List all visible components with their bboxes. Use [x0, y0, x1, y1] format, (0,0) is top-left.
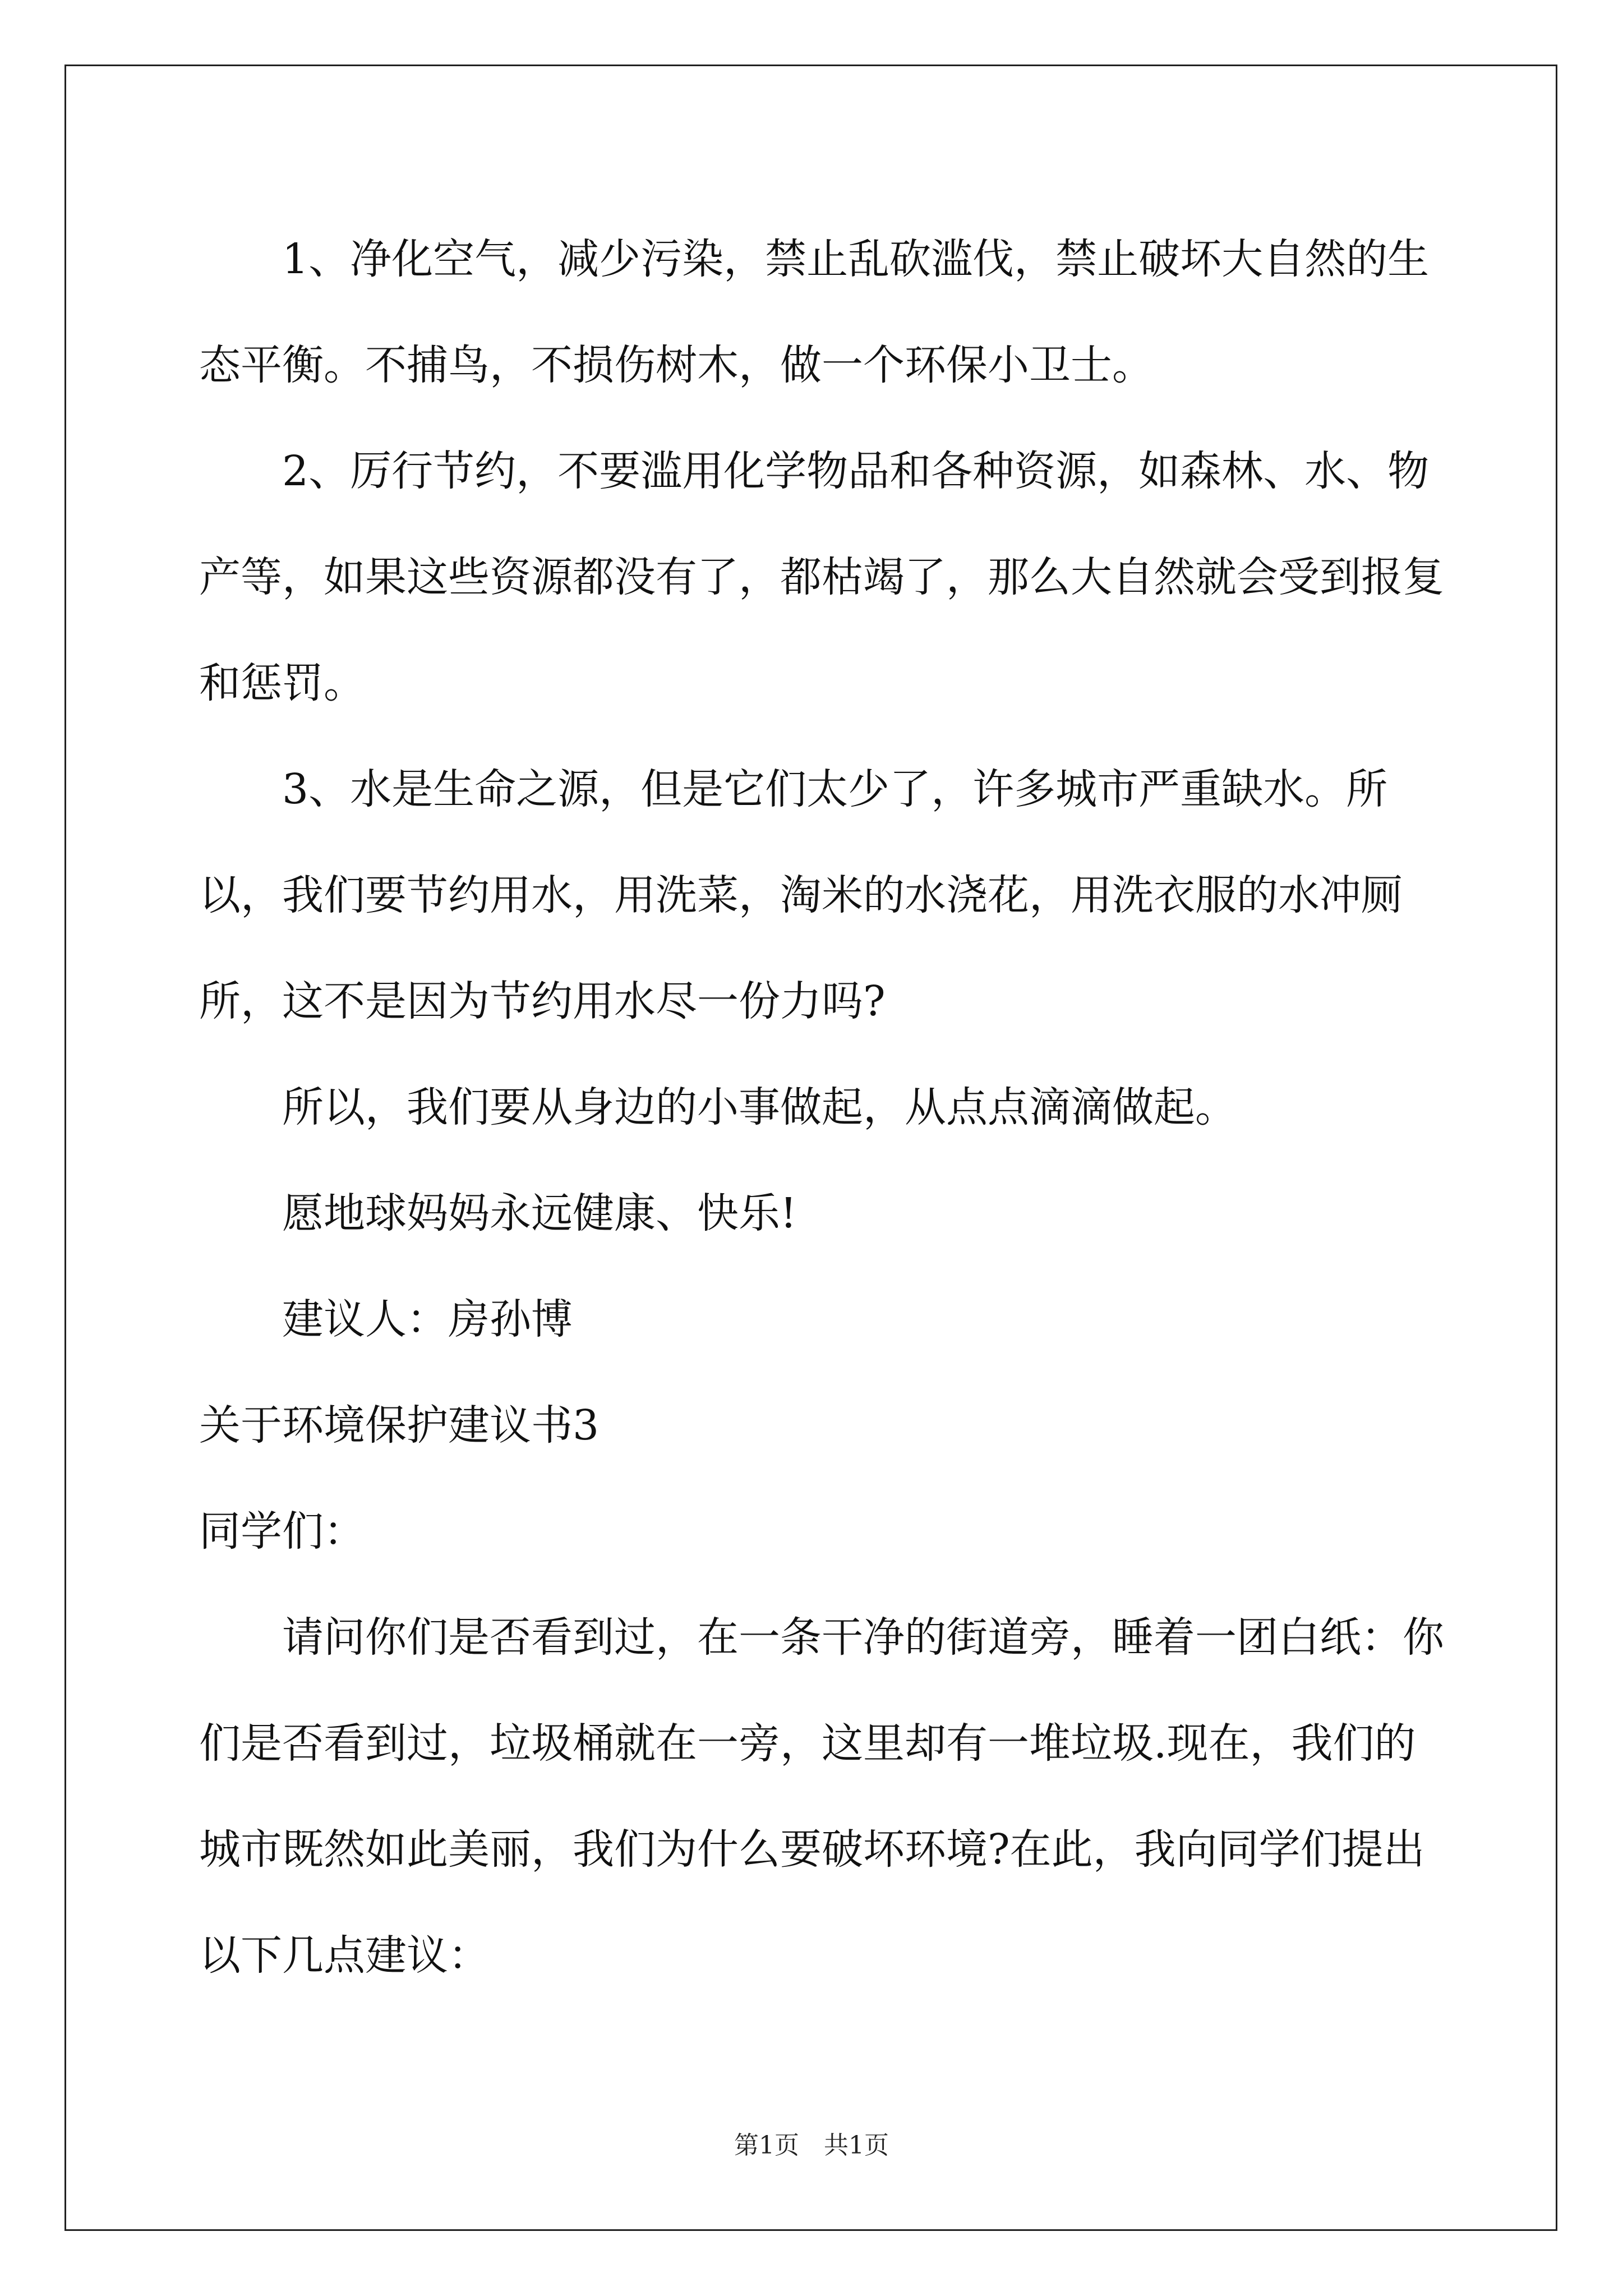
paragraph-5: 愿地球妈妈永远健康、快乐!	[282, 1189, 797, 1237]
document-body	[199, 206, 1455, 2009]
salutation: 同学们：	[199, 1507, 365, 1556]
paragraph-1: 1、净化空气，减少污染，禁止乱砍滥伐，禁止破坏大自然的生态平衡。不捕鸟，不损伤树木，做一个环保小卫士。	[199, 235, 1430, 389]
signature-line: 建议人：房孙博	[282, 1295, 573, 1343]
paragraph-2: 2、厉行节约，不要滥用化学物品和各种资源，如森林、水、物产等，如果这些资源都没有了，都枯竭了，那么大自然就会受到报复和惩罚。	[199, 447, 1444, 707]
page-footer: 第1页 共1页	[734, 2131, 889, 2160]
paragraph-3: 3、水是生命之源，但是它们太少了，许多城市严重缺水。所以，我们要节约用水，用洗菜，淘米的水浇花，用洗衣服的水冲厕所，这不是因为节约用水尽一份力吗?	[199, 765, 1403, 1025]
paragraph-7: 请问你们是否看到过，在一条干净的街道旁，睡着一团白纸：你们是否看到过，垃圾桶就在一旁，这里却有一堆垃圾.现在，我们的城市既然如此美丽，我们为什么要破坏环境?在此，我向同学们提出以下几点建议：	[199, 1613, 1444, 1980]
section-title: 关于环境保护建议书3	[199, 1401, 600, 1450]
paragraph-4: 所以，我们要从身边的小事做起，从点点滴滴做起。	[282, 1083, 1237, 1131]
